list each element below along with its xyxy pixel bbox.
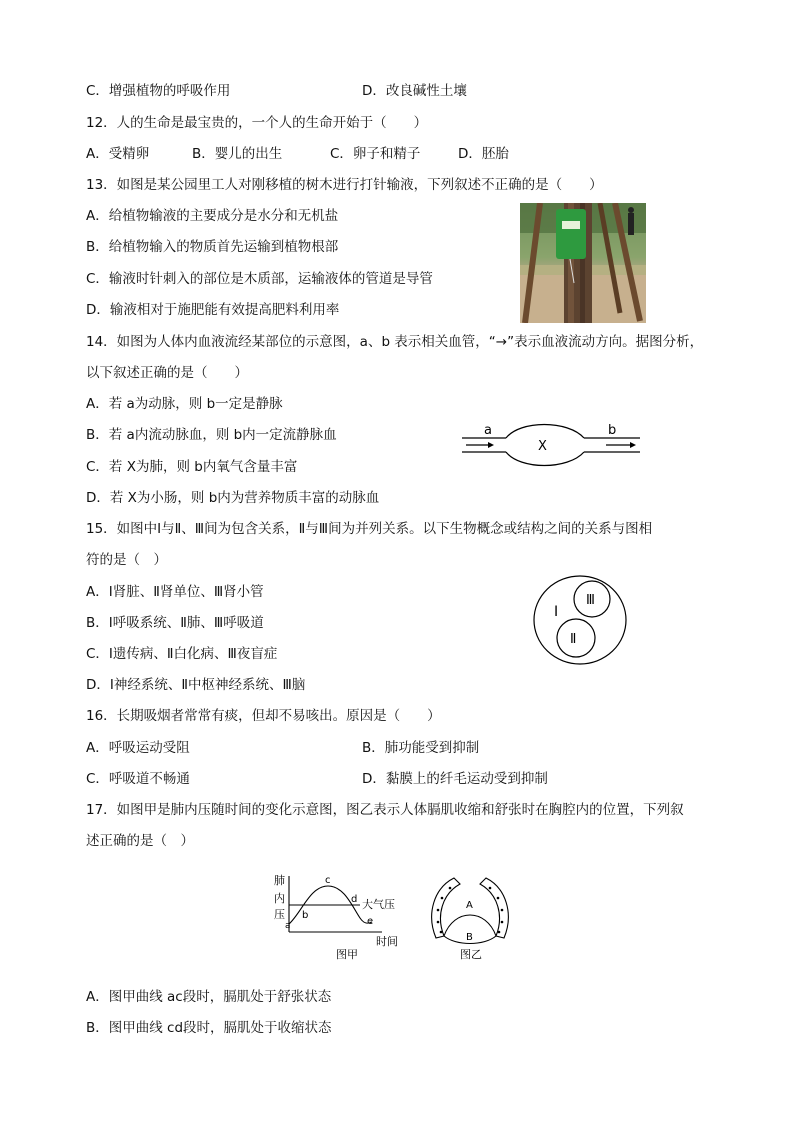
q16-option-b: B．肺功能受到抑制 bbox=[362, 740, 480, 756]
q12-stem: 12．人的生命是最宝贵的，一个人的生命开始于（ ） bbox=[86, 115, 428, 131]
lung-pressure-graph bbox=[272, 872, 412, 964]
point-e-label: e bbox=[367, 916, 374, 927]
y-axis-label-3: 压 bbox=[274, 908, 285, 921]
q16-stem: 16．长期吸烟者常常有痰，但却不易咳出。原因是（ ） bbox=[86, 708, 441, 724]
circle-ii-label: Ⅱ bbox=[570, 632, 577, 647]
circle-iii-label: Ⅲ bbox=[586, 593, 595, 608]
q12-option-c: C．卵子和精子 bbox=[330, 146, 421, 162]
q17-stem-line2: 述正确的是（ ） bbox=[86, 833, 194, 849]
q16-option-d: D．黏膜上的纤毛运动受到抑制 bbox=[362, 771, 548, 787]
q12-option-d: D．胚胎 bbox=[458, 146, 509, 162]
point-d-label: d bbox=[351, 894, 358, 905]
atmospheric-pressure-label: 大气压 bbox=[362, 898, 395, 911]
q14-option-c: C．若 X为肺，则 b内氧气含量丰富 bbox=[86, 459, 298, 475]
q15-option-a: A．Ⅰ肾脏、Ⅱ肾单位、Ⅲ肾小管 bbox=[86, 584, 264, 600]
q11-option-c: C．增强植物的呼吸作用 bbox=[86, 83, 231, 99]
q15-option-b: B．Ⅰ呼吸系统、Ⅱ肺、Ⅲ呼吸道 bbox=[86, 615, 264, 631]
tree-injection-photo bbox=[520, 203, 646, 323]
q15-stem-line2: 符的是（ ） bbox=[86, 552, 167, 568]
diaphragm-a-label: A bbox=[466, 900, 473, 911]
q13-stem: 13．如图是某公园里工人对刚移植的树木进行打针输液，下列叙述不正确的是（ ） bbox=[86, 177, 603, 193]
q12-option-b: B．婴儿的出生 bbox=[192, 146, 283, 162]
point-c-label: c bbox=[325, 875, 331, 886]
q13-option-b: B．给植物输入的物质首先运输到植物根部 bbox=[86, 239, 339, 255]
q17-stem-line1: 17．如图甲是肺内压随时间的变化示意图，图乙表示人体膈肌收缩和舒张时在胸腔内的位置，下列叙 bbox=[86, 802, 684, 818]
q16-option-c: C．呼吸道不畅通 bbox=[86, 771, 190, 787]
x-axis-label: 时间 bbox=[376, 935, 398, 948]
q15-stem-line1: 15．如图中Ⅰ与Ⅱ、Ⅲ间为包含关系，Ⅱ与Ⅲ间为并列关系。以下生物概念或结构之间的关系与图相 bbox=[86, 521, 653, 537]
q13-option-a: A．给植物输液的主要成分是水分和无机盐 bbox=[86, 208, 339, 224]
vessel-b-label: b bbox=[608, 423, 617, 438]
figure-yi-caption: 图乙 bbox=[460, 948, 482, 961]
q15-option-c: C．Ⅰ遗传病、Ⅱ白化病、Ⅲ夜盲症 bbox=[86, 646, 278, 662]
q13-option-c: C．输液时针刺入的部位是木质部，运输液体的管道是导管 bbox=[86, 271, 433, 287]
diaphragm-b-label: B bbox=[466, 932, 473, 943]
diaphragm-diagram bbox=[424, 874, 516, 964]
q14-stem-line1: 14．如图为人体内血液流经某部位的示意图，a、b 表示相关血管，“→”表示血液流动方向。据图分析， bbox=[86, 334, 704, 350]
q14-option-a: A．若 a为动脉，则 b一定是静脉 bbox=[86, 396, 283, 412]
q13-option-d: D．输液相对于施肥能有效提高肥料利用率 bbox=[86, 302, 340, 318]
organ-x-label: X bbox=[538, 439, 547, 454]
y-axis-label-1: 肺 bbox=[274, 874, 285, 887]
q17-option-a: A．图甲曲线 ac段时，膈肌处于舒张状态 bbox=[86, 989, 332, 1005]
q11-option-d: D．改良碱性土壤 bbox=[362, 83, 467, 99]
q16-option-a: A．呼吸运动受阻 bbox=[86, 740, 190, 756]
q15-option-d: D．Ⅰ神经系统、Ⅱ中枢神经系统、Ⅲ脑 bbox=[86, 677, 306, 693]
q14-stem-line2: 以下叙述正确的是（ ） bbox=[86, 365, 248, 381]
blood-flow-diagram bbox=[458, 416, 646, 476]
q14-option-b: B．若 a内流动脉血，则 b内一定流静脉血 bbox=[86, 427, 337, 443]
circle-i-label: Ⅰ bbox=[554, 604, 559, 620]
vessel-a-label: a bbox=[484, 423, 492, 438]
q14-option-d: D．若 X为小肠，则 b内为营养物质丰富的动脉血 bbox=[86, 490, 380, 506]
q12-option-a: A．受精卵 bbox=[86, 146, 150, 162]
q17-option-b: B．图甲曲线 cd段时，膈肌处于收缩状态 bbox=[86, 1020, 332, 1036]
point-a-label: a bbox=[285, 921, 291, 931]
figure-jia-caption: 图甲 bbox=[336, 948, 358, 961]
inclusion-circles-diagram bbox=[530, 574, 630, 668]
point-b-label: b bbox=[302, 910, 309, 921]
y-axis-label-2: 内 bbox=[274, 892, 285, 905]
